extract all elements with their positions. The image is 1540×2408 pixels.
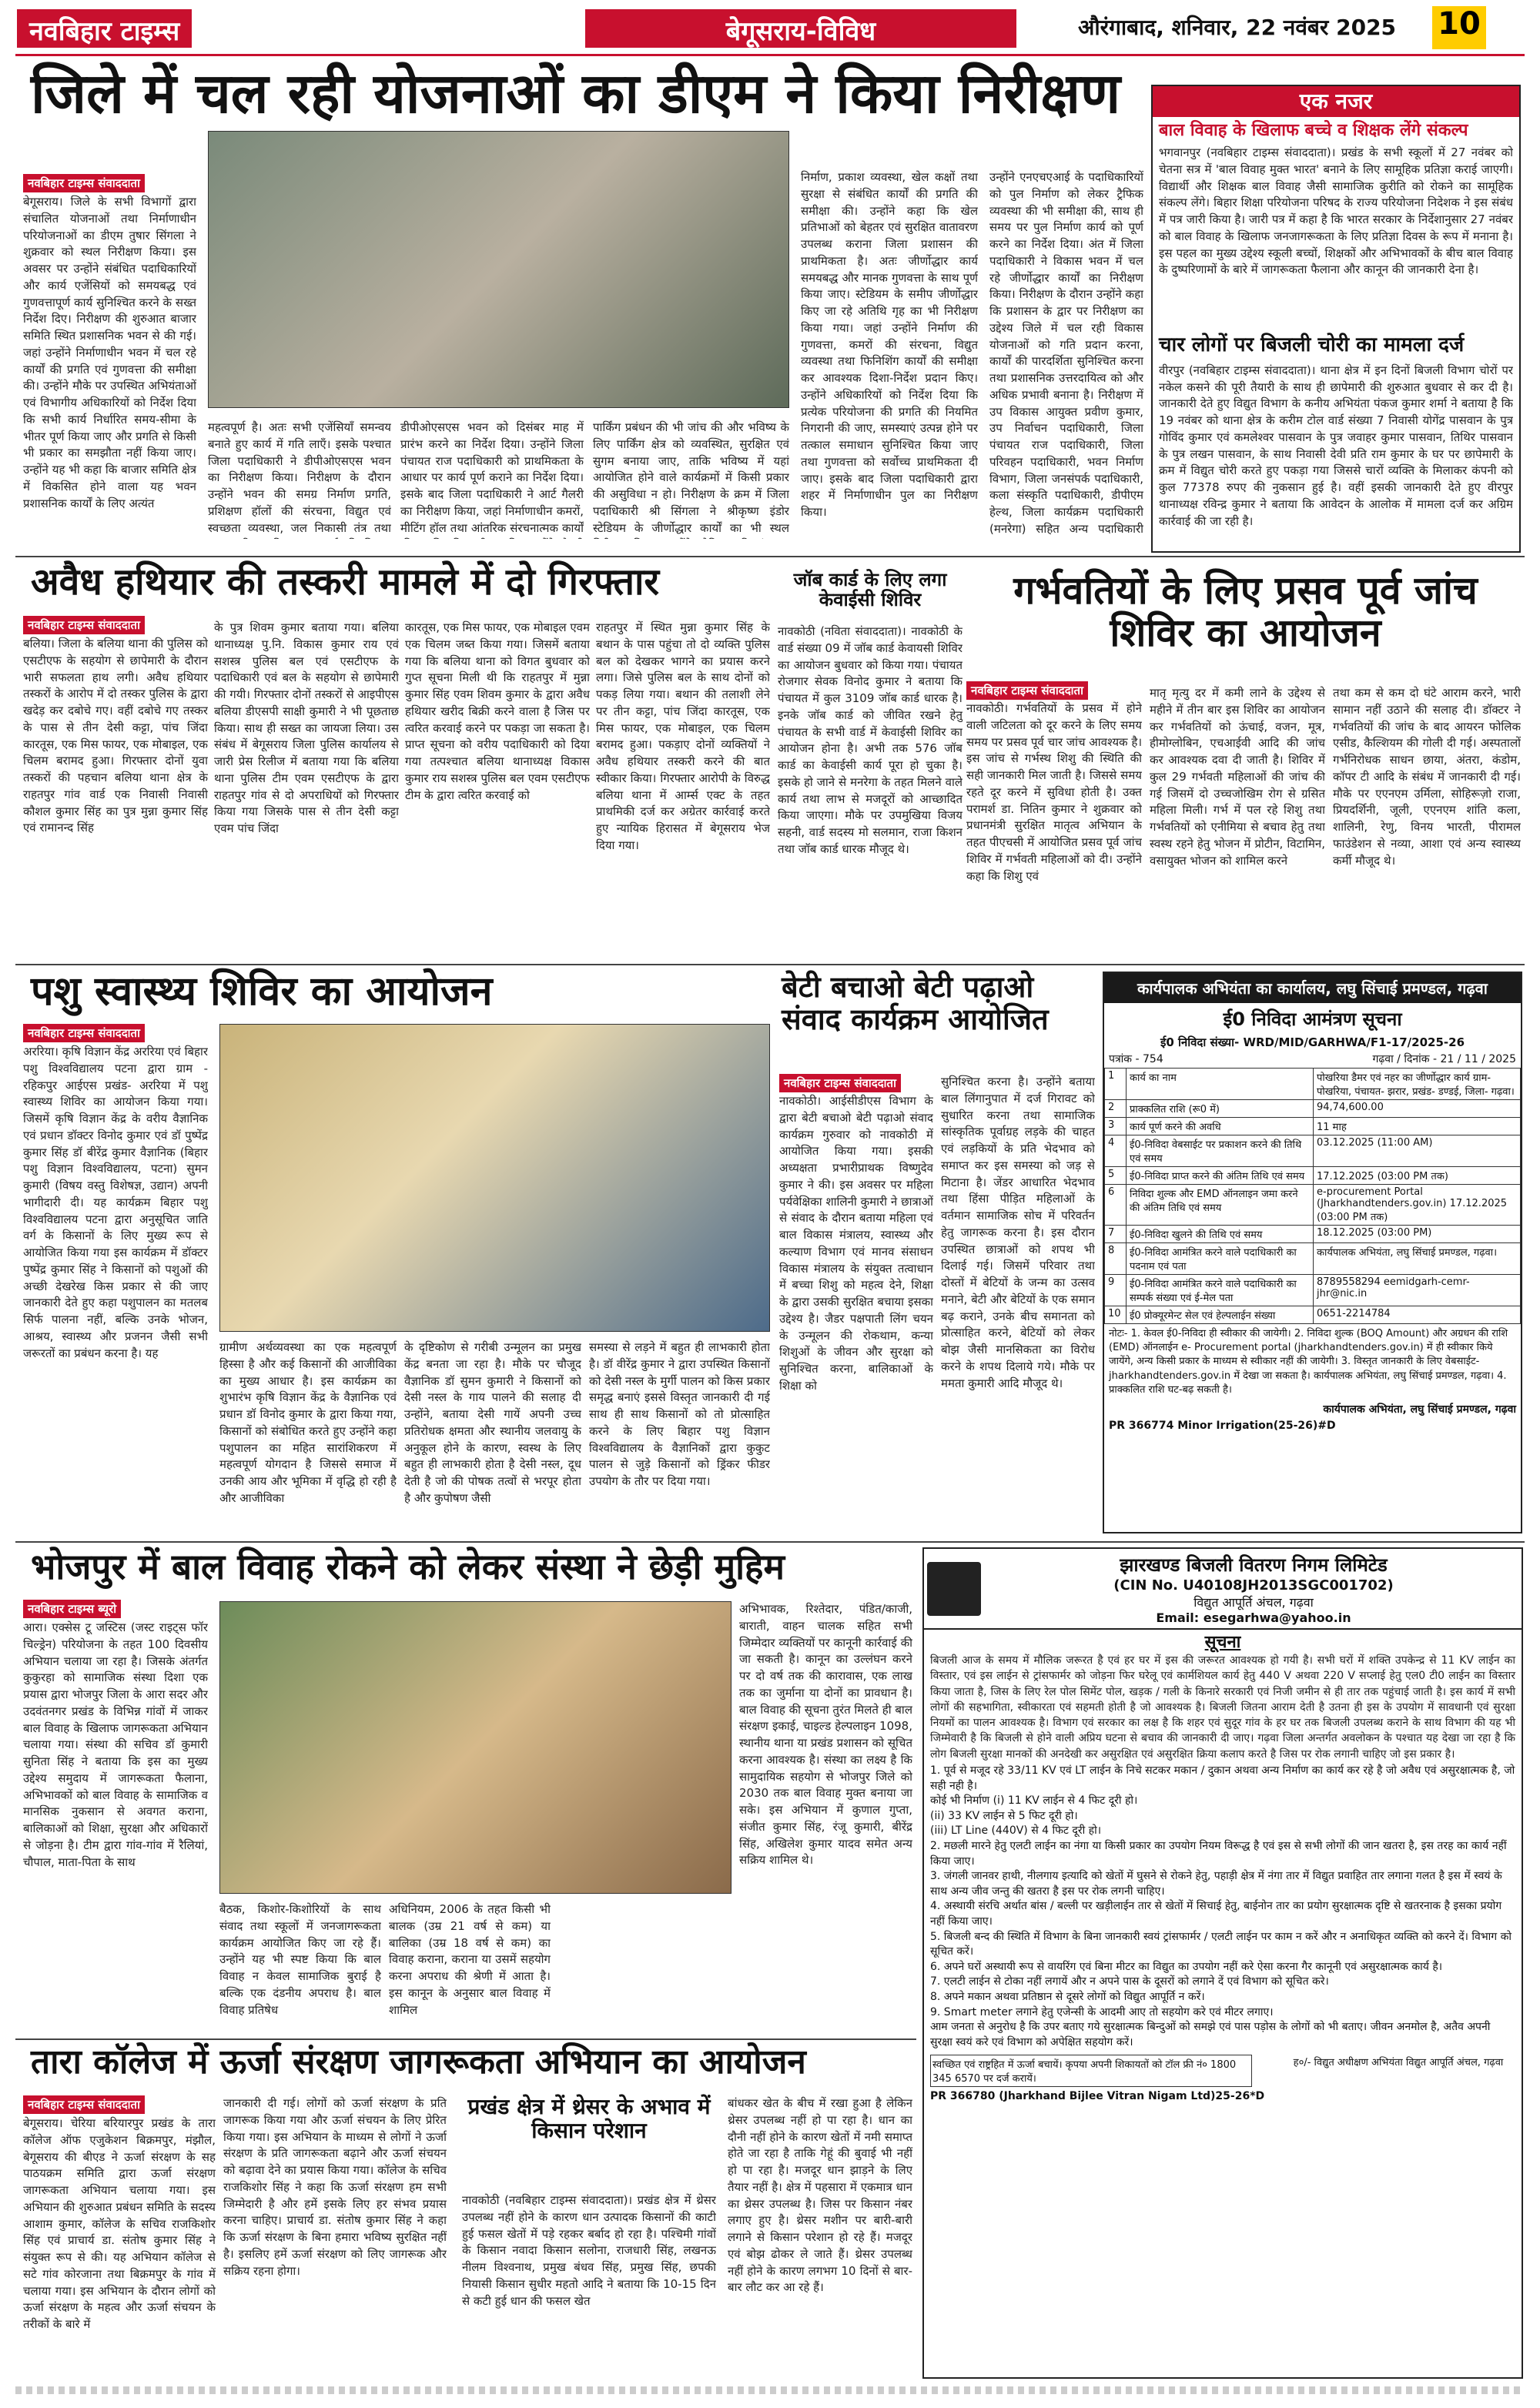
arms-col-4: राहतपुर में स्थित मुन्ना कुमार सिंह के बथान के पास पहुंचा तो दो व्यक्ति पुलिस बल को देखकर भागने का प्रयास करने लगा। जिसे पुलिस बल के साथ दोनों को पकड़ लिया गया। बथान की तलाशी लेने पर तीन कट्टा, पांच जिंदा कारतूस, एक मिस फायर, एक मोबाइल, एक चिलम बरामद हुआ। पकड़ाए दोनों व्यक्तियों ने अवैध हथियार तस्करी करने की बात स्वीकार किया। गिरफ्तार आरोपी के विरुद्ध बलिया थाना में आर्म्स एक्ट के तहत प्राथमिकी दर्ज कर अग्रेतर कार्रवाई करते हुए न्यायिक हिरासत में बेगूसराय भेज दिया गया।	[596, 620, 770, 852]
arms-byline	[23, 616, 145, 634]
lead-col-5: निर्माण, प्रकाश व्यवस्था, खेल कक्षों तथा सुरक्षा से संबंधित कार्यों की प्रगति की समीक्षा की। उन्होंने कहा कि खेल प्रतिभाओं को बेहतर एवं सुरक्षित वातावरण उपलब्ध कराना जिला प्रशासन की प्राथमिकता है। अतः जीर्णोद्धार कार्य समयबद्ध और मानक गुणवत्ता के साथ पूर्ण किया जाए। स्टेडियम के समीप जीर्णोद्धार किए जा रहे अतिथि गृह का भी निरीक्षण किया गया। जहां उन्होंने निर्माण की गुणवत्ता, कमरों की संरचना, विद्युत व्यवस्था तथा फिनिशिंग कार्यों की समीक्षा कर आवश्यक दिशा-निर्देश प्रदान किए। उन्होंने अधिकारियों को निर्देश दिया कि प्रत्येक परियोजना की प्रगति की नियमित निगरानी की जाए, समस्याएं उत्पन्न होने पर तत्काल समाधान सुनिश्चित किया जाए तथा गुणवत्ता को सर्वोच्च प्राथमिकता दी जाए। इसके बाद जिला पदाधिकारी द्वारा शहर में निर्माणाधीन पुल का निरीक्षण किया।	[801, 170, 978, 519]
tender-cell: 94,74,600.00	[1314, 1100, 1521, 1118]
jbvnl-footer	[924, 2052, 1522, 2090]
tender-cell: 0651-2214784	[1314, 1306, 1521, 1324]
jbvnl-email: Email: esegarhwa@yahoo.in	[1156, 1610, 1351, 1625]
tara-byline	[23, 2095, 145, 2114]
lead-col-3: डीपीओएसएस भवन को दिसंबर माह में प्रारंभ करने का निर्देश दिया। उन्होंने जिला पंचायत राज पदाधिकारी को प्राथमिकता के आधार पर कार्य पूर्ण कराने का निर्देश दिया। इसके बाद जिला पदाधिकारी ने आर्ट गैलरी का निरीक्षण किया, जहां निर्माणाधीन कमरों, मीटिंग हॉल तथा आंतरिक संरचनात्मक कार्यों	[400, 420, 584, 535]
bhojpur-col-1: आरा। एक्सेस टू जस्टिस (जस्ट राइट्स फॉर चिल्ड्रेन) परियोजना के तहत 100 दिवसीय अभियान चलाया जा रहा है। जिसके अंतर्गत कुकुरहा को सामाजिक संस्था दिशा एक प्रयास द्वारा भोजपुर जिला के आरा सदर और उदवंतनगर प्रखंड के विभिन्न गांवों में जाकर बाल विवाह के खिलाफ जागरूकता अभियान चलाया गया। संस्था की सचिव डॉ कुमारी सुनिता सिंह ने बताया कि इस का मुख्य उद्देश्य समुदाय में जागरूकता फैलाना, अभिभावकों को बाल विवाह के सामाजिक व मानसिक नुकसान से अवगत कराना, बालिकाओं को शिक्षा, सुरक्षा और अधिकारों से जोड़ना है। टीम द्वारा गांव-गांव में रैलियां, चौपाल, माता-पिता के साथ	[23, 1620, 208, 1869]
jbvnl-point: कोई भी निर्माण (i) 11 KV लाईन से 4 फिट दूरी हो।	[930, 1794, 1138, 1808]
tender-meta	[1104, 1050, 1521, 1068]
lead-col-2: महत्वपूर्ण है। अतः सभी एजेंसियाँ समन्वय बनाते हुए कार्य में गति लाएँ। इसके पश्चात जिला पदाधिकारी ने डीपीओएसएस भवन का निरीक्षण किया। निरीक्षण के दौरान उन्होंने भवन की समग्र निर्माण प्रगति, प्रशिक्षण हॉलों की संरचना, विद्युत एवं स्वच्छता व्यवस्था, जल निकासी तंत्र तथा	[208, 420, 391, 535]
top-rule	[15, 54, 1525, 56]
tender-cell: प्राक्कलित राशि (रू0 में)	[1127, 1100, 1314, 1118]
divider-2	[15, 964, 1525, 965]
tender-cell: निविदा शुल्क और EMD ऑनलाइन जमा करने की अंतिम तिथि एवं समय	[1127, 1185, 1314, 1226]
tender-cell: ई0-निविदा खुलने की तिथि एवं समय	[1127, 1226, 1314, 1243]
tender-ref: ई0 निविदा संख्या- WRD/MID/GARHWA/F1-17/2025-26	[1160, 1035, 1465, 1049]
jobcard-text: नावकोठी (नविता संवाददाता)। नावकोठी के वार्ड संख्या 09 में जॉब कार्ड केवायसी शिविर का आयोजन बुधवार को किया गया। पंचायत रोजगार सेवक विनोद कुमार ने बताया कि पंचायत में कुल 3109 जॉब कार्ड धारक है। इनके जॉब कार्ड को जीवित रखने हेतु पंचायत के सभी वार्ड में केवाईसी शिविर का आयोजन होना है। अभी तक 576 जॉब कार्ड का केवाईसी कार्य पूरा हो चुका है। इसके हो जाने से मनरेगा के तहत मिलने वाले कार्य तथा लाभ से मजदूरों को आच्छादित किया जाएगा। मौके पर उपमुखिया विजय सहनी, वार्ड सदस्य मो सलमान, राजा किशन तथा जॉब कार्ड धारक मौजूद थे।	[778, 624, 962, 856]
tender-cell: 2	[1105, 1100, 1127, 1118]
tender-patrank: पत्रांक - 754	[1109, 1053, 1163, 1065]
beti-byline	[779, 1074, 901, 1092]
jbvnl-point: 2. मछली मारने हेतु एलटी लाईन का नंगा या किसी प्रकार का उपयोग नियम विरूद्ध है एवं इस से सभी लोगों की जान खतरा है, इस तरह का कार्य नहीं किया जाए।	[930, 1840, 1507, 1868]
jbvnl-signature: ह०/- विद्युत अधीक्षण अभियंता विद्युत आपूर्ति अंचल, गढ़वा	[1293, 2057, 1504, 2069]
tender-row	[1105, 1306, 1521, 1324]
sidebar-box	[1151, 85, 1521, 553]
jbvnl-point: आम जनता से अनुरोध है कि उपर बताए गये सुरक्षात्मक बिन्दुओं को समझे एवं पास पड़ोस के लोगों को भी बताए। जीवन अनमोल है, अतैव अपनी सुरक्षा स्वयं करे एवं विभाग को अपेक्षित सहयोग करें।	[930, 2021, 1491, 2048]
lead-col-4: पार्किंग प्रबंधन की भी जांच की और भविष्य के लिए पार्किंग क्षेत्र को व्यवस्थित, सुरक्षित एवं सुगम बनाया जाए, ताकि भविष्य में यहां आयोजित होने वाले कार्यक्रमों में किसी प्रकार की असुविधा न हो। निरीक्षण के क्रम में जिला पदाधिकारी श्री सिंगला ने श्रीकृष्ण इंडोर स्टेडियम के जीर्णोद्धार कार्यों का भी स्थल	[593, 420, 789, 535]
bhojpur-byline	[23, 1600, 121, 1618]
tara-col-3: नावकोठी (नवबिहार टाइम्स संवाददाता)। प्रखंड क्षेत्र में थ्रेसर उपलब्ध नहीं होने के कारण धान उत्पादक किसानों की काटी हुई फसल खेतों में पड़े रहकर बर्बाद हो रहा है। पश्चिमी गांवों के किसान नवादा किसान सलोना, राजधारी सिंह, लखनऊ नीलम विश्वनाथ, प्रमुख बंधव सिंह, प्रमुख सिंह, छपकी नियासी किसान सुधीर महतो आदि ने बताया कि 10-15 दिन से कटी हुई धान की फसल खेत	[462, 2193, 716, 2308]
tender-cell: 4	[1105, 1135, 1127, 1167]
animal-col-2: ग्रामीण अर्थव्यवस्था का एक महत्वपूर्ण हिस्सा है और कई किसानों की आजीविका का मुख्य आधार है। इस कार्यक्रम का शुभारंभ कृषि विज्ञान केंद्र के वैज्ञानिक एवं प्रधान डॉ विनोद कुमार के द्वारा किया गया, किसानों को संबोधित करते हुए उन्होंने कहा पशुपालन का महित सारांशिकरण में महत्वपूर्ण योगदान है जिससे समाज में उनकी आय और भूमिका में वृद्धि हो रही है और आजीविका	[219, 1340, 397, 1505]
tender-pr: PR 366774 Minor Irrigation(25-26)#D	[1109, 1419, 1336, 1432]
lead-col-1: बेगूसराय। जिले के सभी विभागों द्वारा संचालित योजनाओं तथा निर्माणाधीन परियोजनाओं का डीएम तुषार सिंगला ने शुक्रवार को स्थल निरीक्षण किया। इस अवसर पर उन्होंने संबंधित पदाधिकारियों और कार्य एजेंसियों को समयबद्ध एवं गुणवत्तापूर्ण कार्य सुनिश्चित करने के सख्त निर्देश दिए। निरीक्षण की शुरुआत बाजार समिति स्थित प्रशासनिक भवन से की गई। जहां उन्होंने निर्माणाधीन भवन में चल रहे कार्यों की प्रगति एवं गुणवत्ता की समीक्षा की। उन्होंने मौके पर उपस्थित अभियंताओं एवं विभागीय अधिकारियों को निर्देश दिया कि सभी कार्य निर्धारित समय-सीमा के भीतर पूर्ण किया जाए और प्रगति से किसी भी प्रकार का समझौता नहीं किया जाए। उन्होंने यह भी कहा कि बाजार समिति क्षेत्र में विकसित होने वाला यह भवन प्रशासनिक कार्यों के लिए अत्यंत	[23, 195, 196, 510]
tender-cell: 03.12.2025 (11:00 AM)	[1314, 1135, 1521, 1167]
arms-col-3: कारतूस, एक मिस फायर, एक मोबाइल एवम एक चिलम जब्त किया गया। जिसमें बताया गया कि बलिया थाना को विगत बुधवार को गुप्त सूचना मिली थी कि राहतपुर में मुन्ना कुमार सिंह एवम शिवम कुमार के द्वारा अवैध हथियार खरीद बिक्री करने वाला है जिस पर त्वरित करवाई करने पर पकड़ा जा सकता है। प्राप्त सूचना को वरीय पदाधिकारी को दिया गया तत्पश्चात बलिया थानाध्यक्ष विकास कुमार राय सशस्त्र पुलिस बल एवम एसटीएफ टीम के द्वारा त्वरित करवाई को	[405, 620, 590, 802]
prenatal-byline-text: नवबिहार टाइम्स संवाददाता	[966, 681, 1088, 700]
lead-byline-text: नवबिहार टाइम्स संवाददाता	[23, 174, 145, 192]
jbvnl-point: 8. अपने मकान अथवा प्रतिष्ठान से दूसरे लोगों को विद्युत आपूर्ति न करें।	[930, 1990, 1205, 2003]
jbvnl-point: 5. बिजली बन्द की स्थिति में विभाग के बिना जानकारी स्वयं ट्रांसफार्मर / एलटी लाईन पर काम न करें और न अनाधिकृत व्यक्ति को करने दें। विभाग को सूचित करें।	[930, 1930, 1512, 1958]
prenatal-col-1: नावकोठी। गर्भवतियों के प्रसव में होने वाली जटिलता को दूर करने के लिए समय समय पर प्रसव पूर्व चार जांच आवश्यक है। इस जांच से गर्भस्थ शिशु की स्थिति की सही जानकारी मिल जाती है। जिससे समय रहते दूर करने में सुविधा होती है। उक्त परामर्श डा. नितिन कुमार ने शुक्रवार को प्रधानमंत्री सुरक्षित मातृत्व अभियान के तहत पीएचसी में आयोजित प्रसव पूर्व जांच शिविर में गर्भवती महिलाओं को दी। उन्होंने कहा कि शिशु एवं	[966, 701, 1142, 883]
tender-row	[1105, 1100, 1521, 1118]
tender-cell: कार्य का नाम	[1127, 1069, 1314, 1100]
lead-col-6: उन्होंने एनएचएआई के पदाधिकारियों को पुल निर्माण को लेकर ट्रैफिक व्यवस्था की भी समीक्षा की, साथ ही समय पर पुल निर्माण कार्य को पूर्ण करने का निर्देश दिया। अंत में जिला पदाधिकारी ने विकास भवन में चल रहे जीर्णोद्धार कार्यों का निरीक्षण किया। निरीक्षण के दौरान उन्होंने कहा कि प्रशासन के द्वार पर निरीक्षण का उद्देश्य जिले में चल रही विकास योजनाओं को गति प्रदान करना, कार्यों की पारदर्शिता सुनिश्चित करना तथा प्रशासनिक उत्तरदायित्व को और अधिक प्रभावी बनाना है। निरीक्षण में उप विकास आयुक्त प्रवीण कुमार, उप निर्वाचन पदाधिकारी, जिला पंचायत राज पदाधिकारी, जिला परिवहन पदाधिकारी, भवन निर्माण विभाग, जिला जनसंपर्क पदाधिकारी, कला संस्कृति पदाधिकारी, डीपीएम हेल्थ, जिला कार्यक्रम पदाधिकारी (मनरेगा) सहित अन्य पदाधिकारी	[989, 170, 1143, 536]
jbvnl-point: 9. Smart meter लगाने हेतु एजेन्सी के आदमी आए तो सहयोग करे एवं मीटर लगाए।	[930, 2005, 1274, 2018]
arms-col-2: के पुत्र शिवम कुमार बताया गया। बलिया थानाध्यक्ष पु.नि. विकास कुमार राय एवं सशस्त्र पुलिस बल एवं एसटीएफ के पदाधिकारी एवं बल के सहयोग से छापेमारी की गयी। गिरफ्तार दोनों तस्करों से आइपीएस बलिया डीएसपी साक्षी कुमारी ने भी पूछताछ किया। साथ ही सख्त का जायजा लिया। उस संबंध में बेगूसराय जिला पुलिस कार्यालय से जारी प्रेस रिलीज में बताया गया कि बलिया थाना पुलिस टीम एवम एसटीएफ के द्वारा राहतपुर गांव से दो अपराधियों को गिरफ्तार किया गया जिसके पास से तीन देसी कट्टा एवम पांच जिंदा	[214, 620, 399, 835]
jbvnl-intro: बिजली आज के समय में मौलिक जरूरत है एवं हर घर में इस की जरूरत आवश्यक हो गयी है। सभी घरों में शक्ति उपकेन्द्र से 11 KV लाईन का विस्तार, एवं इस लाईन से ट्रांसफार्मर को जोड़ना फिर घरेलू एवं कार्मशियल कार्य हेतु 440 V अथवा 220 V सप्लाई हेतु एल0 टी0 लाईन का विस्तार किया जाता है, जिस के लिए रेल पोल सिमेंट पोल, खड़क / गली के किनारे सरकारी एवं निजी जमीन से ही तार तक पहुंचाई जाती है। इस कार्य में सभी लोगों की सहभागिता, स्वीकारता एवं सहमती होती है जो आवश्यक है। बिजली जितना आराम देती है उतना ही इस के उपयोग में सावधानी एवं सुरक्षा नियमों का पालन आवश्यक है। विभाग एवं सरकार का लक्ष है कि शहर एवं सुदूर गांव के हर घर तक बिजली उपलब्ध कराने के साथ विभाग की यह भी जिम्मेवारी है कि बिजली से होने वाली अप्रिय घटना से बचाव की जानकारी दी जाए। गढ़वा जिला अन्तर्गत अवलोकन के पश्चात यह देखा जा रहा है कि लोग बिजली सुरक्षा मानकों की अनदेखी कर असुरक्षित एवं असुरक्षित क्रिया कलाप करते है जिस पर रोक लगानी चाहिए जो इस प्रकार है।	[930, 1654, 1515, 1761]
sidebar-story2-headline: चार लोगों पर बिजली चोरी का मामला दर्ज	[1159, 333, 1465, 357]
tender-cell: कार्यपालक अभियंता, लघु सिंचाई प्रमण्डल, गढ़वा।	[1314, 1243, 1521, 1275]
tender-signature: कार्यपालक अभियंता, लघु सिंचाई प्रमण्डल, गढ़वा	[1323, 1403, 1516, 1416]
tender-cell: 8789558294 eemidgarh-cemr-jhr@nic.in	[1314, 1275, 1521, 1306]
tender-cell: 5	[1105, 1167, 1127, 1185]
tara-col-2: जानकारी दी गई। लोगों को ऊर्जा संरक्षण के प्रति जागरूक किया गया और ऊर्जा संचयन के लिए प्रेरित किया गया। इस अभियान के माध्यम से लोगों ने ऊर्जा संरक्षण के प्रति जागरूकता बढ़ाने और ऊर्जा संचयन को बढ़ावा देने का प्रयास किया गया। कॉलेज के सचिव राजकिशोर सिंह ने कहा कि ऊर्जा संरक्षण हम सभी जिम्मेदारी है और हमें इसके लिए हर संभव प्रयास करना चाहिए। प्राचार्य डा. संतोष कुमार सिंह ने कहा कि ऊर्जा संरक्षण के बिना हमारा भविष्य सुरक्षित नहीं है। इसलिए हमें ऊर्जा संरक्षण को लिए जागरूक और सक्रिय रहना होगा।	[223, 2096, 447, 2278]
animal-col-1: अररिया। कृषि विज्ञान केंद्र अररिया एवं बिहार पशु विश्वविद्यालय पटना द्वारा ग्राम - रहिकपुर आईएस प्रखंड- अररिया में पशु स्वास्थ्य शिविर का आयोजन किया गया। जिसमें कृषि विज्ञान केंद्र के वरीय वैज्ञानिक एवं प्रधान डॉक्टर विनोद कुमार एवं डॉ पुष्पेंद्र कुमार सिंह डॉ बीरेंद्र कुमार वैज्ञानिक (बिहार पशु विज्ञान विश्वविद्यालय, पटना) सुमन कुमारी (विषय वस्तु विशेषज्ञ, उद्यान) अपनी भागीदारी दी। यह कार्यक्रम बिहार पशु विश्वविद्यालय पटना द्वारा अनुसूचित जाति वर्ग के किसानों के लिए मुख्य रूप से आयोजित किया गया इस कार्यक्रम में डॉक्टर पुष्पेंद्र कुमार सिंह ने किसानों को पशुओं की अच्छी देखरेख किस प्रकार से की जाए जानकारी देते हुए कहा पशुपालन का मतलब सिर्फ पालना नहीं, बल्कि उनके भोजन, आश्रय, स्वास्थ्य और प्रजनन जैसी सभी जरूरतों का प्रबंधन करना है। यह	[23, 1045, 208, 1360]
jbvnl-title: सूचना	[1204, 1633, 1241, 1652]
tara-byline-text: नवबिहार टाइम्स संवाददाता	[23, 2095, 145, 2114]
jbvnl-point: 4. अस्थायी संरचि अर्थात बांस / बल्ली पर खड़ीलाईन तार से खेतों में सिचाई हेतु, बाईनोन तार का प्रयोग सुरक्षात्मक दृष्टि से खतरनाक है इसका प्रयोग नहीं किया जाए।	[930, 1900, 1502, 1928]
divider-4	[15, 2038, 916, 2040]
lead-headline: जिले में चल रही योजनाओं का डीएम ने किया निरीक्षण	[31, 61, 1121, 125]
tara-col-4: बांधकर खेत के बीच में रखा हुआ है लेकिन थ्रेसर उपलब्ध नहीं हो पा रहा है। धान का दौनी नहीं होने के कारण खेतों में नमी समाप्त होते जा रहा है ताकि गेहूं की बुवाई भी नहीं हो पा रहा है। मजदूर धान झाड़ने के लिए तैयार नहीं है। क्षेत्र में पहसारा में एकमात्र धान का थ्रेसर उपलब्ध है। जिस पर किसान नंबर लगाए हुए है। थ्रेसर मशीन पर बारी-बारी लगाने से किसान परेशान हो रहे हैं। मजदूर एवं बोझ ढोकर ले जाते हैं। थ्रेसर उपलब्ध नहीं होने के कारण लगभग 10 दिनों से बार-बार लौट कर आ रहे हैं।	[728, 2096, 912, 2295]
jbvnl-point: 6. अपने घरों अस्थायी रूप से वायरिंग एवं बिना मीटर का विद्युत का उपयोग नहीं करे ऐसा करना गैर कानूनी एवं असुरक्षात्मक कार्य है।	[930, 1960, 1443, 1973]
lead-byline	[23, 174, 145, 192]
tender-cell: ई0-निविदा वेबसाईट पर प्रकाशन करने की तिथि एवं समय	[1127, 1135, 1314, 1167]
tender-notes: नोटः- 1. केवल ई0-निविदा ही स्वीकार की जायेगी। 2. निविदा शुल्क (BOQ Amount) और अग्रधन की राशि (EMD) ऑनलाईन e- Procurement portal (jharkhandtenders.gov.in) में ही स्वीकार किये जायेंगे, अन्य किसी प्रकार के माध्यम से स्वीकार नहीं की जायेगी। 3. विस्तृत जानकारी के लिए वेबसाईट-jharkhandtenders.gov.in में देखा जा सकता है। कार्यपालक अभियंता, लघु सिंचाई प्रमण्डल, गढ़वा। 4. प्राक्कलित राशि घट-बढ़ सकती है।	[1109, 1328, 1508, 1396]
jbvnl-cin: (CIN No. U40108JH2013SGC001702)	[1113, 1577, 1394, 1594]
tender-row	[1105, 1167, 1521, 1185]
prenatal-byline	[966, 681, 1088, 700]
animal-photo	[219, 1024, 770, 1332]
tender-dated: गढ़वा / दिनांक - 21 / 11 / 2025	[1372, 1053, 1516, 1065]
paper-name: नवबिहार टाइम्स	[17, 9, 192, 48]
prenatal-headline: गर्भवतियों के लिए प्रसव पूर्व जांच शिविर का आयोजन	[1013, 568, 1478, 655]
tender-cell: 11 माह	[1314, 1118, 1521, 1135]
tender-row	[1105, 1118, 1521, 1135]
tender-cell: पोखरिया डैमर एवं नहर का जीर्णोद्धार कार्य ग्राम- पोखरिया, पंचायत- झरार, प्रखंड- डण्डई, जिला- गढ़वा।	[1314, 1069, 1521, 1100]
beti-byline-text: नवबिहार टाइम्स संवाददाता	[779, 1074, 901, 1092]
sidebar-story2-text: वीरपुर (नवबिहार टाइम्स संवाददाता)। थाना क्षेत्र में इन दिनों बिजली विभाग चोरों पर नकेल कसने की पूरी तैयारी के साथ ही छापेमारी की शुरुआत बुधवार से कर दी है। जानकारी देते हुए विद्युत विभाग के कनीय अभियंता पंकज कुमार शर्मा ने बताया है कि 19 नवंबर को थाना क्षेत्र के करीम टोल वार्ड संख्या 7 निवासी योगेंद्र पासवान के पुत्र गोविंद कुमार एवं कमलेश्वर पासवान के पुत्र जवाहर कुमार पासवान, तिथिर पासवान के पुत्र लखन पासवान, के साथ निवासी देवी प्रति राम कुमार के घर पर छापेमारी के क्रम में विद्युत चोरी करते हुए पकड़ा गया जिससे चारों व्यक्ति के मिलाकर कंपनी को कुल 77378 रुपए की नुकसान हुई है। वहीं इसकी जानकारी देते हुए वीरपुर थानाध्यक्ष रविन्द्र कुमार ने बताया कि आवेदन के आलोक में मामला दर्ज कर अग्रिम कार्रवाई की जा रही है।	[1159, 363, 1513, 528]
tender-row	[1105, 1226, 1521, 1243]
tender-cell: ई0-निविदा प्राप्त करने की अंतिम तिथि एवं समय	[1127, 1167, 1314, 1185]
section-title: बेगूसराय-विविध	[585, 9, 1016, 48]
jbvnl-point: (ii) 33 KV लाईन से 5 फिट दूरी हो।	[930, 1809, 1078, 1822]
arms-headline: अवैध हथियार की तस्करी मामले में दो गिरफ्तार	[31, 560, 660, 604]
tender-cell: 3	[1105, 1118, 1127, 1135]
tender-cell: 1	[1105, 1069, 1127, 1100]
tender-notice	[1103, 972, 1522, 1533]
tara-col-1: बेगूसराय। चेरिया बरियारपुर प्रखंड के तारा कॉलेज ऑफ एजुकेशन बिक्रमपुर, मंझौल, बेगूसराय की बीएड ने ऊर्जा संरक्षण के सह पाठयक्रम समिति द्वारा ऊर्जा संरक्षण जागरूकता अभियान चलाया गया। इस अभियान की शुरुआत प्रबंधन समिति के सदस्य आशाम कुमार, कॉलेज के सचिव राजकिशोर सिंह एवं प्राचार्य डा. संतोष कुमार सिंह ने संयुक्त रूप से की। यह अभियान कॉलेज से सटे गांव कोरजाना तथा बिक्रमपुर के गांव में चलाया गया। इस अभियान के दौरान लोगों को ऊर्जा संरक्षण के महत्व और ऊर्जा संचयन के तरीकों के बारे में	[23, 2116, 216, 2331]
animal-headline: पशु स्वास्थ्य शिविर का आयोजन	[31, 968, 493, 1015]
arms-byline-text: नवबिहार टाइम्स संवाददाता	[23, 616, 145, 634]
divider-3	[15, 1541, 1525, 1543]
tender-row	[1105, 1135, 1521, 1167]
tender-row	[1105, 1069, 1521, 1100]
tender-table	[1104, 1068, 1521, 1324]
footer-strip	[15, 2386, 1525, 2394]
jbvnl-point: 1. पूर्व से मजूद रहे 33/11 KV एवं LT लाईन के निचे सटकर मकान / दुकान अथवा अन्य निर्माण का कार्य कर रहे है जो अवैध एवं असुरक्षात्मक है, जो सही नही है।	[930, 1764, 1515, 1792]
tender-cell: e-procurement Portal (Jharkhandtenders.gov.in) 17.12.2025 (03:00 PM तक)	[1314, 1185, 1521, 1226]
jbvnl-points	[924, 1762, 1522, 2052]
beti-col-1: नावकोठी। आईसीडीएस विभाग के द्वारा बेटी बचाओ बेटी पढ़ाओ संवाद कार्यक्रम गुरुवार को नावकोठी में आयोजित किया गया। इसकी अध्यक्षता प्रभारीप्राथक विष्णुदेव कुमार ने की। इस अवसर पर महिला पर्यवेक्षिका शालिनी कुमारी ने छात्राओं से संवाद के दौरान बताया महिला एवं बाल विकास मंत्रालय, स्वास्थ्य और कल्याण विभाग एवं मानव संसाधन विकास मंत्रालय के संयुक्त तत्वाधान में बच्चा शिशु को महत्व देने, शिक्षा के द्वारा उसकी सुरक्षित बचाया इसका उद्देश्य है। जैडर पक्षपाती लिंग चयन के उन्मूलन की रोकथाम, कन्या शिशुओं के जीवन और सुरक्षा को सुनिश्चित करना, बालिकाओं के शिक्षा को	[779, 1094, 933, 1393]
tara-sub-headline: प्रखंड क्षेत्र में थ्रेसर के अभाव में किसान परेशान	[467, 2094, 711, 2143]
bhojpur-col-3: अधिनियम, 2006 के तहत किसी भी बालक (उम्र 21 वर्ष से कम) या बालिका (उम्र 18 वर्ष से कम) का विवाह कराना, कराना या उसमें सहयोग करना अपराध की श्रेणी में आता है। इस कानून के अनुसार बाल विवाह में शामिल	[389, 1902, 551, 2017]
tender-cell: 6	[1105, 1185, 1127, 1226]
prenatal-col-3: तथा कम से कम दो घंटे आराम करने, भारी सामान नहीं उठाने की सलाह दी। डॉक्टर ने गर्भवतियों की जांच के बाद आयरन फोलिक एसीड, कैल्शियम की गोली दी गई। अस्पतालों गर्भनिरोधक साधन छाया, अंतरा, कंडोम, कॉपर टी आदि के संबंध में जानकारी दी गई। मौके पर एएनएम उर्मिला, सोहिरूज़ो राजा, प्रियदर्शिनी, जूली, एएनएम शांति कला, शालिनी, रेणु, विनय भारती, पीरामल फाउंडेशन से नव्या, आशा एवं अन्य स्वास्थ्य कर्मी मौजूद थे।	[1333, 686, 1521, 868]
jbvnl-footer-note: स्वच्छित एवं राष्ट्रहित में ऊर्जा बचायें। कृपया अपनी शिकायतों को टॉल फ्री नं० 1800 345 6570 पर दर्ज करायें।	[930, 2055, 1252, 2087]
jbvnl-notice	[922, 1547, 1523, 2379]
tender-row	[1105, 1243, 1521, 1275]
animal-byline-text: नवबिहार टाइम्स संवाददाता	[23, 1024, 145, 1042]
animal-col-3: के दृष्टिकोण से गरीबी उन्मूलन का प्रमुख केंद्र बनता जा रहा है। मौके पर चौजूद वैज्ञानिक डॉ सुमन कुमारी ने किसानों को देसी नस्ल के गाय पालने की सलाह दी उन्होंने, बताया देसी गायें अपनी उच्च प्रतिरोधक क्षमता और स्थानीय जलवायु के अनुकूल होने के कारण, स्वस्थ के लिए बहुत ही लाभकारी होता है देसी नस्ल, दूध देती है जो की पोषक तत्वों से भरपूर होता है और कुपोषण जैसी	[404, 1340, 581, 1505]
bhojpur-photo	[219, 1601, 732, 1894]
jbvnl-header	[924, 1549, 1522, 1630]
lead-photo	[208, 131, 789, 408]
tender-cell: 7	[1105, 1226, 1127, 1243]
tender-cell: ई0 प्रोक्यूरमेन्ट सेल एवं हेल्पलाईन संख्या	[1127, 1306, 1314, 1324]
jbvnl-header-text	[989, 1552, 1518, 1625]
animal-col-4: समस्या से लड़ने में बहुत ही लाभकारी होता है। डॉ वीरेंद्र कुमार ने द्वारा उपस्थित किसानों को देसी नस्ल के मुर्गी पालन को किस प्रकार समृद्ध बनाएं इससे विस्तृत जानकारी दी गई साथ ही साथ किसानों को तो प्रोत्साहित करने के लिए बिहार पशु विज्ञान विश्वविद्यालय के वैज्ञानिकों द्वारा कुकुट पालन से जुड़े किसानों को ड्रिंकर फीडर उपयोग के तौर पर दिया गया।	[589, 1340, 770, 1488]
page-number: 10	[1432, 6, 1486, 49]
tender-row	[1105, 1185, 1521, 1226]
jbvnl-point: 7. एलटी लाईन से टोका नहीं लगायें और न अपने पास के दूसरों को लगाने दें एवं विभाग को सूचित करे।	[930, 1975, 1329, 1988]
tender-cell: 18.12.2025 (03:00 PM)	[1314, 1226, 1521, 1243]
bhojpur-col-4: अभिभावक, रिश्तेदार, पंडित/काजी, बाराती, वाहन चालक सहित सभी जिम्मेदार व्यक्तियों पर कानूनी कार्रवाई की जा सकती है। कानून का उल्लंघन करने पर दो वर्ष तक की कारावास, एक लाख तक का जुर्माना या दोनों का प्रावधान है। बाल विवाह की सूचना तुरंत मिलते ही बाल संरक्षण इकाई, चाइल्ड हेल्पलाइन 1098, स्थानीय थाना या प्रखंड प्रशासन को सूचित करना आवश्यक है। संस्था का लक्ष्य है कि सामुदायिक सहयोग से भोजपुर जिले को 2030 तक बाल विवाह मुक्त बनाया जा सके। इस अभियान में कुणाल गुप्ता, संजीत कुमार सिंह, रंजू कुमारी, बीरेंद्र सिंह, अखिलेश कुमार यादव समेत अन्य सक्रिय शामिल थे।	[739, 1602, 912, 1868]
tara-headline: तारा कॉलेज में ऊर्जा संरक्षण जागरूकता अभियान का आयोजन	[31, 2042, 806, 2082]
jbvnl-point: 3. जंगली जानवर हाथी, नीलगाय इत्यादि को खेतों में घुसने से रोकने हेतु, पहाड़ी क्षेत्र में नंगा तार में विद्युत प्रवाहित तार लगाना गलत है इस में स्वयं के साथ अन्य जीव जन्तु की खतरा है इस पर रोक लगनी चाहिए।	[930, 1870, 1502, 1898]
sidebar-story1-headline: बाल विवाह के खिलाफ बच्चे व शिक्षक लेंगे संकल्प	[1159, 121, 1468, 140]
arms-col-1: बलिया। जिला के बलिया थाना की पुलिस को एसटीएफ के सहयोग से छापेमारी के दौरान भारी सफलता हाथ लगी। अवैध हथियार तस्करों के आरोप में दो तस्कर पुलिस के द्वारा खदेड़ कर दबोचे गए। वहीं दबोचे गए तस्कर के पास से तीन देसी कट्टा, पांच जिंदा कारतूस, एक मिस फायर, एक मोबाइल, एक चिलम बरामद हुआ। गिरफ्तार दोनों युवा तस्करों की पहचान बलिया थाना क्षेत्र के राहतपुर गांव वार्ड एक निवासी निवासी कौशल कुमार सिंह का पुत्र मुन्ना कुमार सिंह एवं रामानन्द सिंह	[23, 637, 208, 835]
divider-1	[15, 556, 1525, 557]
tender-cell: 8	[1105, 1243, 1127, 1275]
tender-cell: 9	[1105, 1275, 1127, 1306]
jbvnl-circle: विद्युत आपूर्ति अंचल, गढ़वा	[1194, 1595, 1314, 1610]
animal-byline	[23, 1024, 145, 1042]
prenatal-col-2: मातृ मृत्यु दर में कमी लाने के उद्देश्य से महीने में तीन बार इस शिविर का आयोजन कर गर्भवतियों को ऊंचाई, वजन, मूत्र, हीमोग्लोबिन, एचआईवी आदि की जांच कर आवश्यक दवा दी जाती है। शिविर में कुल 29 गर्भवती महिलाओं की जांच की गई जिसमें दो उच्चजोखिम रोग से ग्रसित महिला मिली। गर्भ में पल रहे शिशु तथा गर्भवतियों को एनीमिया से बचाव हेतु तथा स्वस्थ रहने हेतु भोजन में प्रोटीन, विटामिन, वसायुक्त भोजन को शामिल करने	[1150, 686, 1325, 868]
sidebar-title: एक नजर	[1153, 86, 1519, 117]
sidebar-story1-text: भगवानपुर (नवबिहार टाइम्स संवाददाता)। प्रखंड के सभी स्कूलों में 27 नवंबर को चेतना सत्र में 'बाल विवाह मुक्त भारत' बनाने के लिए सामूहिक प्रतिज्ञा कराई जाएगी। विद्यार्थी और शिक्षक बाल विवाह जैसी सामाजिक कुरीति को रोकने का सामूहिक संकल्प लेंगे। बिहार शिक्षा परियोजना परिषद के राज्य परियोजना निदेशक ने इस संबंध में पत्र जारी किया है। जारी पत्र में कहा है कि भारत सरकार के निर्देशानुसार 27 नवंबर को बाल विवाह के खिलाफ जनजागरूकता के लिए प्रतिज्ञा दिवस के रूप में मनाना है। इस पहल का मुख्य उद्देश्य स्कूली बच्चों, शिक्षकों और अभिभावकों के बीच बाल विवाह के दुष्परिणामों के बारे में जागरूकता फैलाना और कानून की जानकारी देना है।	[1159, 145, 1513, 277]
jbvnl-logo	[927, 1562, 981, 1616]
bhojpur-headline: भोजपुर में बाल विवाह रोकने को लेकर संस्था ने छेड़ी मुहिम	[31, 1546, 785, 1587]
jobcard-headline: जॉब कार्ड के लिए लगा केवाईसी शिविर	[793, 569, 947, 611]
tender-cell: 17.12.2025 (03:00 PM तक)	[1314, 1167, 1521, 1185]
tender-cell: ई0-निविदा आमंत्रित करने वाले पदाधिकारी का पदनाम एवं पता	[1127, 1243, 1314, 1275]
bhojpur-byline-text: नवबिहार टाइम्स ब्यूरो	[23, 1600, 121, 1618]
tender-office: कार्यपालक अभियंता का कार्यालय, लघु सिंचाई प्रमण्डल, गढ़वा	[1104, 973, 1521, 1003]
dateline: औरंगाबाद, शनिवार, 22 नवंबर 2025	[1078, 15, 1397, 40]
beti-headline: बेटी बचाओ बेटी पढ़ाओ संवाद कार्यक्रम आयोजित	[782, 970, 1049, 1036]
tender-title: ई0 निविदा आमंत्रण सूचना	[1223, 1008, 1402, 1030]
tender-cell: ई0-निविदा आमंत्रित करने वाले पदाधिकारी का सम्पर्क संख्या एवं ई-मेल पता	[1127, 1275, 1314, 1306]
tender-cell: कार्य पूर्ण करने की अवधि	[1127, 1118, 1314, 1135]
jbvnl-name: झारखण्ड बिजली वितरण निगम लिमिटेड	[1120, 1554, 1388, 1576]
jbvnl-point: (iii) LT Line (440V) से 4 फिट दूरी हो।	[930, 1824, 1102, 1838]
beti-col-2: सुनिश्चित करना है। उन्होंने बताया बाल लिंगानुपात में दर्ज गिरावट को सुधारित करना तथा सामाजिक सांस्कृतिक पूर्वाग्रह लड़के की चाहत एवं लड़कियों के प्रति भेदभाव को समाप्त कर इस समस्या को जड़ से मिटाना है। जेंडर आधारित भेदभाव तथा हिंसा पीड़ित महिलाओं के वर्तमान सामाजिक सोच में परिवर्तन हेतु जागरूक करना है। इस दौरान उपस्थित छात्राओं को शपथ भी दिलाई गई। जिसमें परिवार तथा दोस्तों में बेटियों के जन्म का उत्सव मनाने, बेटी और बेटियों के एक समान बढ़ कराने, उनके बीच समानता को प्रोत्साहित करने, बेटियों को लेकर बोझ जैसी मानसिकता का विरोध करने के शपथ दिलाये गये। मौके पर ममता कुमारी आदि मौजूद थे।	[941, 1075, 1095, 1390]
bhojpur-col-2: बैठक, किशोर-किशोरियों के साथ संवाद तथा स्कूलों में जनजागरूकता कार्यक्रम आयोजित किए जा रहे हैं। उन्होंने यह भी स्पष्ट किया कि बाल विवाह न केवल सामाजिक बुराई है बल्कि एक दंडनीय अपराध है। बाल विवाह प्रतिषेध	[219, 1902, 381, 2017]
tender-row	[1105, 1275, 1521, 1306]
tender-cell: 10	[1105, 1306, 1127, 1324]
jbvnl-pr: PR 366780 (Jharkhand Bijlee Vitran Nigam Ltd)25-26*D	[930, 2090, 1265, 2103]
